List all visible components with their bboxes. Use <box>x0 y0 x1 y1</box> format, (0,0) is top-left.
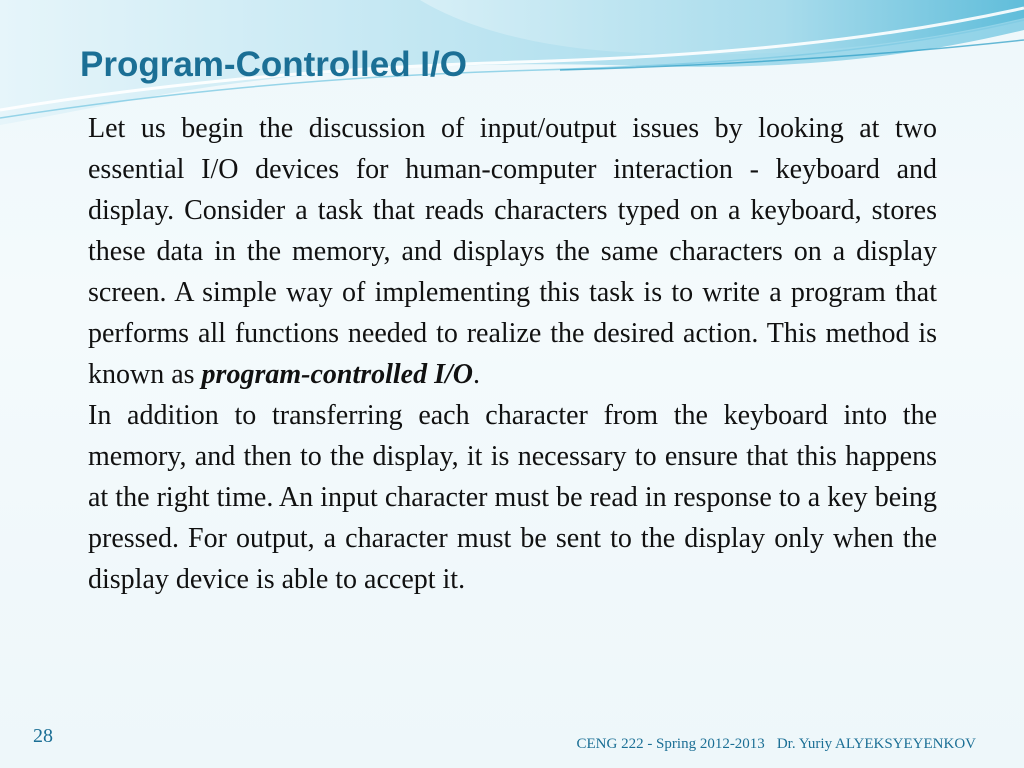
footer-course: CENG 222 - Spring 2012-2013 <box>576 736 765 752</box>
paragraph-1 <box>88 108 937 395</box>
paragraph-1-emphasis: program-controlled I/O <box>201 359 474 390</box>
paragraph-1-text: Let us begin the discussion of input/output issues by looking at two essential I/O devices for human-computer interaction - keyboard and display. Consider a task that reads characters typed on a keyboard, stores these data in the memory, and displays the same characters on a display screen. A simple way of implementing this task is to write a program that performs all functions needed to realize the desired action. This method is known as <box>88 113 937 390</box>
paragraph-1-end: . <box>473 359 481 390</box>
page-number: 28 <box>33 725 53 747</box>
footer-author: Dr. Yuriy ALYEKSYEYENKOV <box>776 736 976 752</box>
paragraph-2: In addition to transferring each character from the keyboard into the memory, and then to the display, it is necessary to ensure that this happens at the right time. An input character must be read in response to a key being pressed. For output, a character must be sent to the display only when the display device is able to accept it. <box>88 400 937 595</box>
slide-body <box>88 108 937 600</box>
footer <box>576 736 976 753</box>
slide-title: Program-Controlled I/O <box>80 45 467 84</box>
